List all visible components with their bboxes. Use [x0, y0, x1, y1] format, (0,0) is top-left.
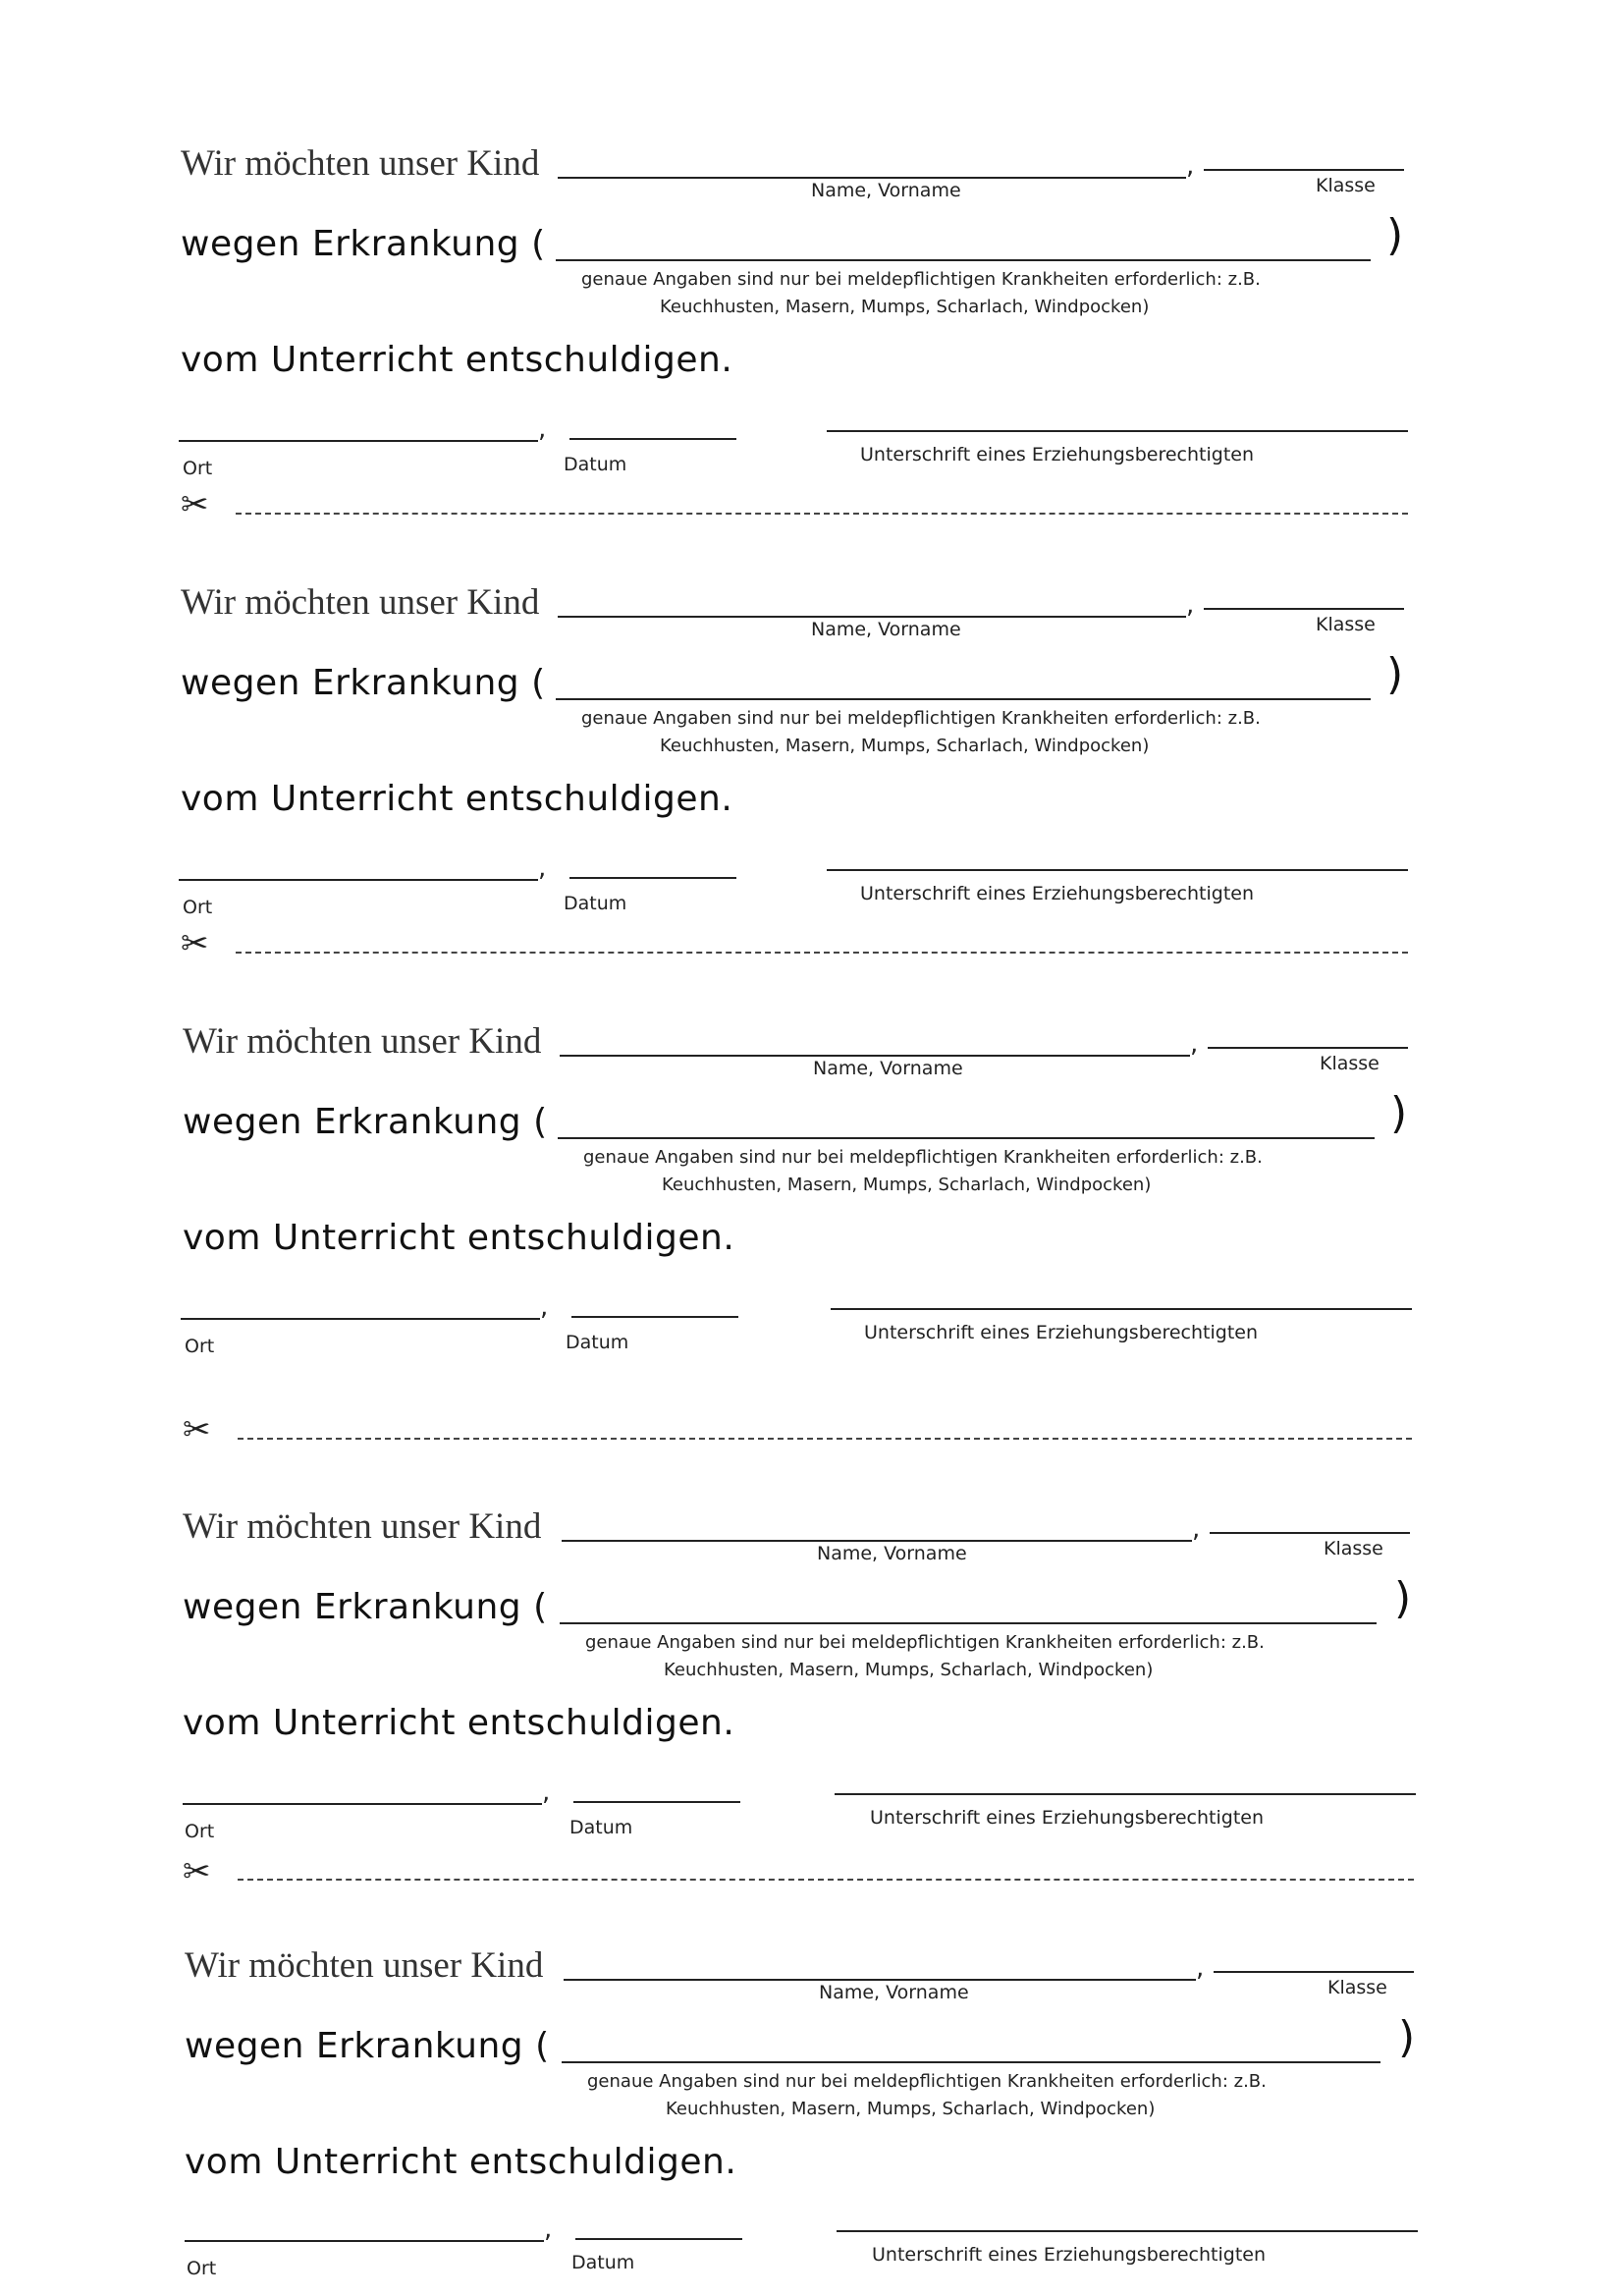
place-label: Ort: [185, 1821, 215, 1842]
class-field[interactable]: [1210, 1532, 1410, 1534]
signature-label: Unterschrift eines Erziehungsberechtigten: [860, 883, 1254, 904]
reason-suffix: ): [1386, 210, 1404, 260]
closing-text: vom Unterricht entschuldigen.: [181, 779, 733, 819]
note-line-1: genaue Angaben sind nur bei meldepflichtigen Krankheiten erforderlich: z.B.: [585, 1632, 1265, 1653]
intro-text: Wir möchten unser Kind: [181, 143, 540, 184]
reason-prefix: wegen Erkrankung (: [185, 2026, 550, 2066]
note-line-2: Keuchhusten, Masern, Mumps, Scharlach, Windpocken): [662, 1175, 1152, 1195]
name-label: Name, Vorname: [811, 619, 961, 640]
note-line-2: Keuchhusten, Masern, Mumps, Scharlach, Windpocken): [666, 2099, 1156, 2119]
intro-text: Wir möchten unser Kind: [183, 1506, 542, 1547]
name-field[interactable]: [560, 1055, 1190, 1057]
reason-field[interactable]: [560, 1622, 1377, 1624]
name-field[interactable]: [564, 1979, 1196, 1981]
place-label: Ort: [183, 458, 213, 479]
cut-line: [238, 1438, 1412, 1440]
class-label: Klasse: [1316, 175, 1376, 196]
signature-label: Unterschrift eines Erziehungsberechtigten: [872, 2244, 1266, 2266]
place-field[interactable]: [185, 2240, 544, 2242]
signature-field[interactable]: [827, 430, 1408, 432]
cut-line: [236, 952, 1408, 954]
date-field[interactable]: [573, 1801, 740, 1803]
note-line-2: Keuchhusten, Masern, Mumps, Scharlach, Windpocken): [660, 736, 1150, 756]
comma: ,: [1186, 590, 1195, 620]
class-label: Klasse: [1316, 614, 1376, 635]
place-field[interactable]: [179, 879, 538, 881]
comma: ,: [538, 414, 547, 444]
signature-label: Unterschrift eines Erziehungsberechtigten: [860, 444, 1254, 465]
place-field[interactable]: [181, 1318, 540, 1320]
class-field[interactable]: [1204, 169, 1404, 171]
closing-text: vom Unterricht entschuldigen.: [183, 1218, 735, 1258]
reason-prefix: wegen Erkrankung (: [181, 224, 546, 264]
signature-field[interactable]: [837, 2230, 1418, 2232]
cut-line: [236, 513, 1408, 515]
date-label: Datum: [566, 1332, 629, 1353]
place-label: Ort: [187, 2258, 217, 2279]
reason-prefix: wegen Erkrankung (: [181, 663, 546, 703]
reason-field[interactable]: [558, 1137, 1375, 1139]
reason-field[interactable]: [556, 259, 1371, 261]
scissors-icon: ✂: [181, 485, 209, 524]
comma: ,: [1186, 151, 1195, 181]
date-field[interactable]: [571, 1316, 738, 1318]
class-label: Klasse: [1324, 1538, 1383, 1559]
scissors-icon: ✂: [183, 1410, 211, 1449]
comma: ,: [544, 2214, 553, 2244]
reason-prefix: wegen Erkrankung (: [183, 1102, 548, 1142]
place-label: Ort: [185, 1336, 215, 1357]
place-label: Ort: [183, 897, 213, 918]
signature-label: Unterschrift eines Erziehungsberechtigten: [864, 1322, 1258, 1343]
name-field[interactable]: [562, 1540, 1192, 1542]
note-line-1: genaue Angaben sind nur bei meldepflichtigen Krankheiten erforderlich: z.B.: [581, 708, 1261, 729]
note-line-1: genaue Angaben sind nur bei meldepflichtigen Krankheiten erforderlich: z.B.: [583, 1147, 1263, 1168]
excuse-slip-5: [0, 1940, 1623, 2279]
class-label: Klasse: [1320, 1053, 1380, 1074]
comma: ,: [542, 1777, 551, 1807]
class-field[interactable]: [1204, 608, 1404, 610]
signature-field[interactable]: [835, 1793, 1416, 1795]
reason-suffix: ): [1398, 2012, 1416, 2062]
reason-suffix: ): [1394, 1573, 1412, 1623]
date-label: Datum: [571, 2252, 635, 2273]
name-label: Name, Vorname: [819, 1982, 969, 2003]
place-field[interactable]: [183, 1803, 542, 1805]
excuse-slip-4: [0, 1501, 1623, 1842]
cut-line: [238, 1879, 1414, 1881]
reason-suffix: ): [1390, 1088, 1408, 1138]
signature-field[interactable]: [831, 1308, 1412, 1310]
date-field[interactable]: [569, 438, 736, 440]
date-label: Datum: [564, 893, 627, 914]
closing-text: vom Unterricht entschuldigen.: [185, 2142, 737, 2182]
comma: ,: [538, 853, 547, 883]
excuse-slip-3: [0, 1015, 1623, 1357]
comma: ,: [1192, 1514, 1201, 1544]
comma: ,: [1196, 1953, 1205, 1983]
class-field[interactable]: [1208, 1047, 1408, 1049]
signature-field[interactable]: [827, 869, 1408, 871]
date-field[interactable]: [575, 2238, 742, 2240]
intro-text: Wir möchten unser Kind: [185, 1945, 544, 1986]
reason-suffix: ): [1386, 649, 1404, 699]
signature-label: Unterschrift eines Erziehungsberechtigten: [870, 1807, 1264, 1829]
reason-field[interactable]: [562, 2061, 1380, 2063]
name-label: Name, Vorname: [811, 180, 961, 201]
scissors-icon: ✂: [183, 1852, 211, 1891]
closing-text: vom Unterricht entschuldigen.: [183, 1703, 735, 1743]
note-line-2: Keuchhusten, Masern, Mumps, Scharlach, Windpocken): [660, 297, 1150, 317]
excuse-slip-2: [0, 576, 1623, 918]
class-label: Klasse: [1327, 1977, 1387, 1998]
name-field[interactable]: [558, 177, 1186, 179]
comma: ,: [540, 1292, 549, 1322]
closing-text: vom Unterricht entschuldigen.: [181, 340, 733, 380]
note-line-1: genaue Angaben sind nur bei meldepflichtigen Krankheiten erforderlich: z.B.: [587, 2071, 1267, 2092]
date-label: Datum: [569, 1817, 633, 1838]
reason-field[interactable]: [556, 698, 1371, 700]
excuse-slip-1: [0, 137, 1623, 479]
scissors-icon: ✂: [181, 924, 209, 963]
date-field[interactable]: [569, 877, 736, 879]
note-line-2: Keuchhusten, Masern, Mumps, Scharlach, Windpocken): [664, 1660, 1154, 1680]
class-field[interactable]: [1214, 1971, 1414, 1973]
name-label: Name, Vorname: [817, 1543, 967, 1564]
intro-text: Wir möchten unser Kind: [183, 1021, 542, 1062]
reason-prefix: wegen Erkrankung (: [183, 1587, 548, 1627]
date-label: Datum: [564, 454, 627, 475]
comma: ,: [1190, 1029, 1199, 1059]
place-field[interactable]: [179, 440, 538, 442]
note-line-1: genaue Angaben sind nur bei meldepflichtigen Krankheiten erforderlich: z.B.: [581, 269, 1261, 290]
intro-text: Wir möchten unser Kind: [181, 582, 540, 623]
name-label: Name, Vorname: [813, 1058, 963, 1079]
name-field[interactable]: [558, 616, 1186, 618]
